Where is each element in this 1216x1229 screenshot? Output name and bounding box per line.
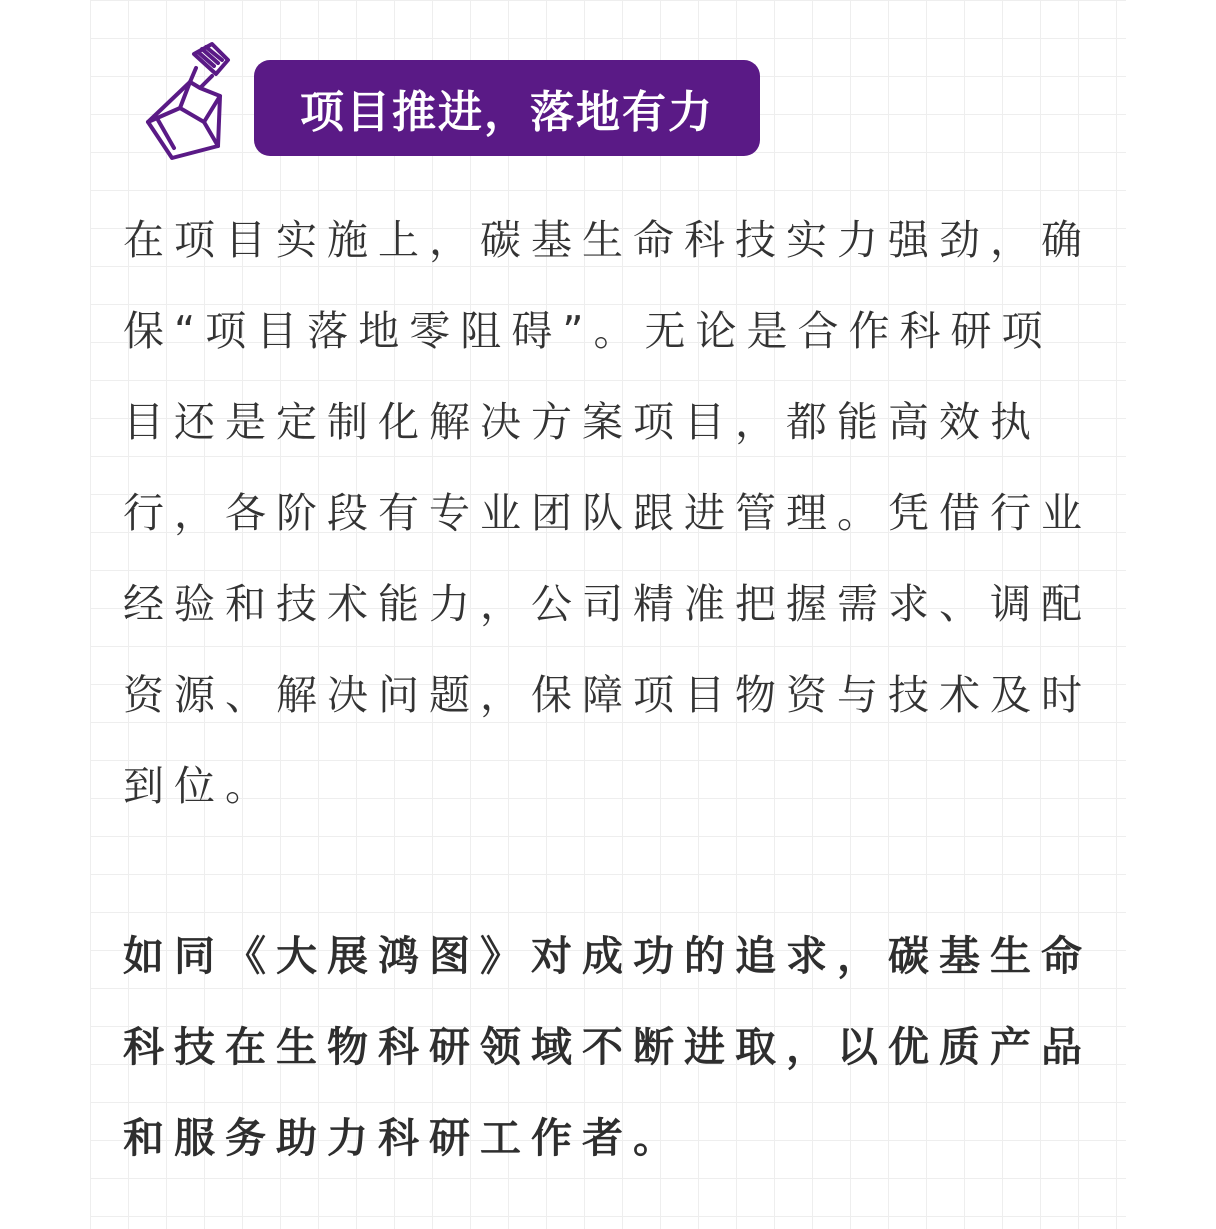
- section-title-banner: [254, 60, 760, 156]
- section-title: 项目推进，落地有力: [300, 87, 714, 138]
- body-paragraph-2: 如同《大展鸿图》对成功的追求，碳基生命科技在生物科研领域不断进取，以优质产品和服务助力科研工作者。: [123, 932, 1092, 1162]
- flask-icon: [140, 40, 232, 162]
- body-paragraph-1: 在项目实施上，碳基生命科技实力强劲，确保“项目落地零阻碍”。无论是合作科研项目还是定制化解决方案项目，都能高效执行，各阶段有专业团队跟进管理。凭借行业经验和技术能力，公司精准把握需求、调配资源、解决问题，保障项目物资与技术及时到位。: [123, 216, 1092, 810]
